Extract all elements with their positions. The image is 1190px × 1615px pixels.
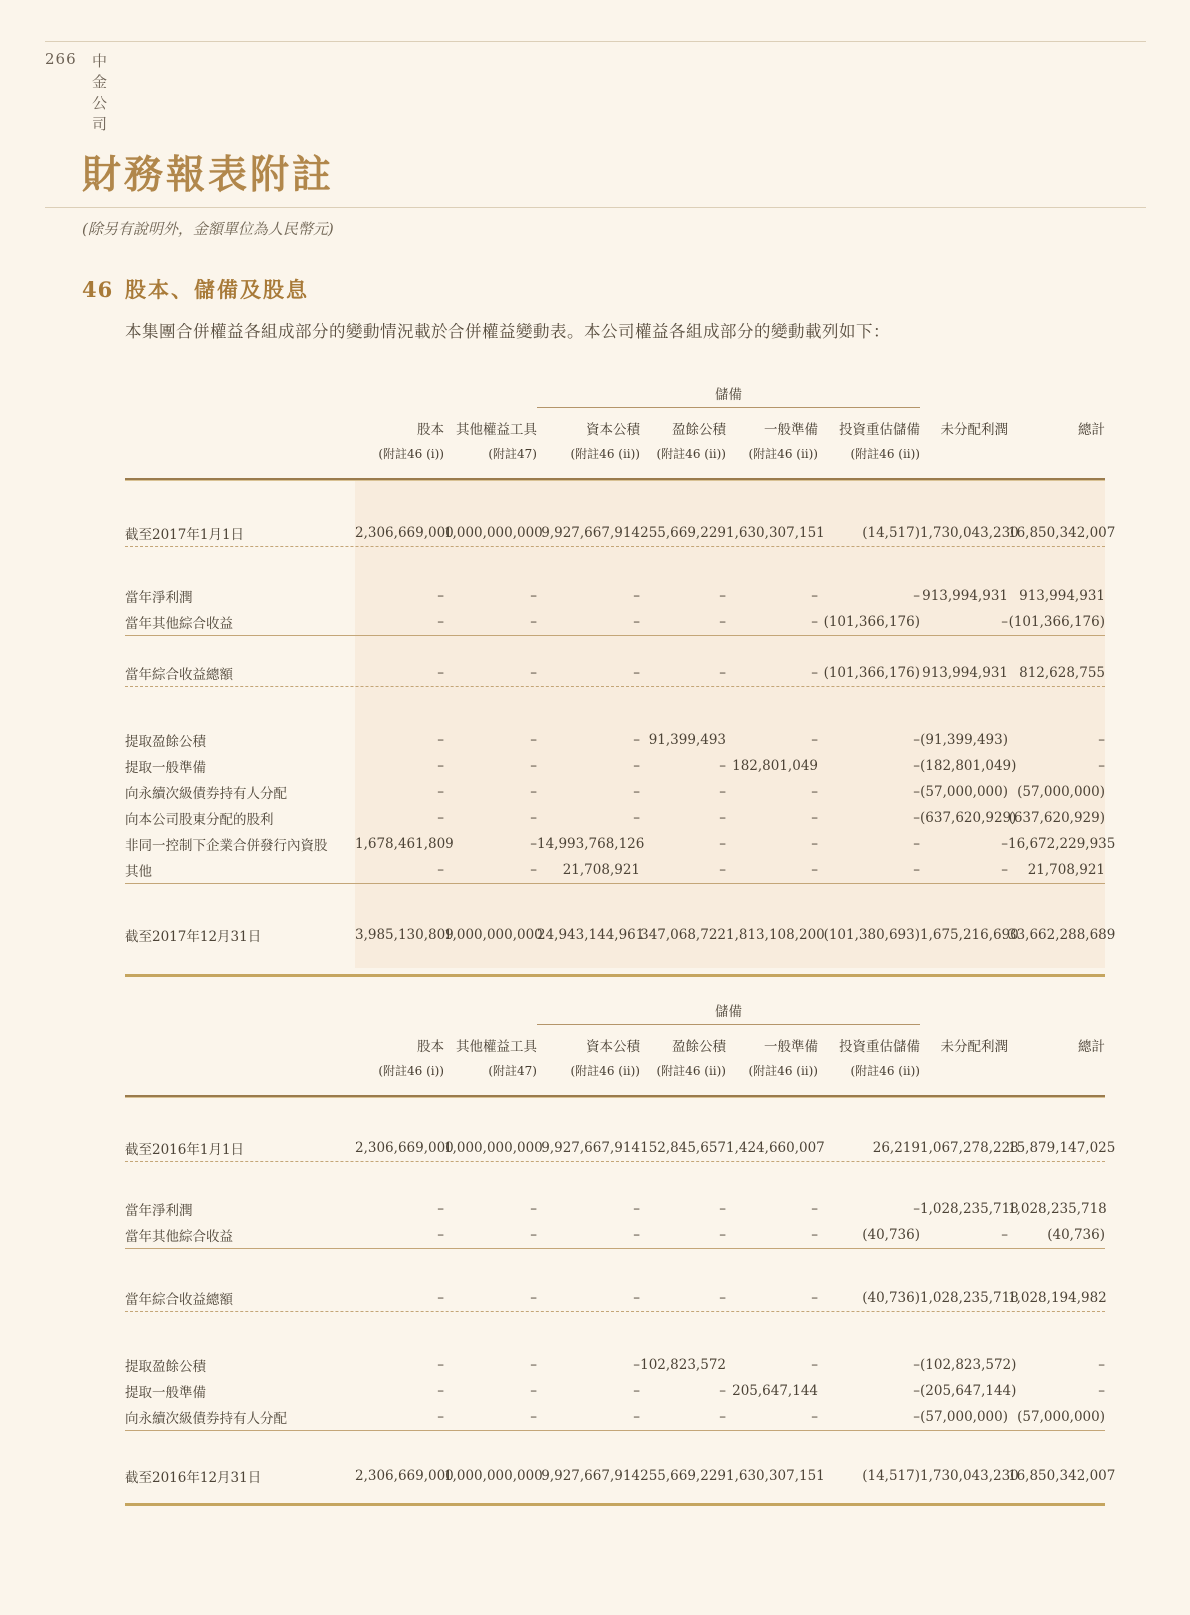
table-cell: – (913, 784, 920, 800)
table-cell: – (1001, 862, 1008, 878)
table-cell: 16,672,229,935 (1008, 836, 1116, 852)
table-cell: – (913, 758, 920, 774)
table-cell: – (1001, 836, 1008, 852)
table-cell: – (633, 732, 640, 748)
table-cell: 1,630,307,151 (726, 1468, 825, 1484)
reserves-group-row (125, 1001, 1105, 1025)
column-note-row (125, 1057, 1105, 1083)
column-name: 投資重估儲備 (839, 1039, 920, 1055)
column-header-row (125, 1033, 1105, 1057)
table-cell: – (633, 1290, 640, 1306)
table-cell: 14,993,768,126 (537, 836, 645, 852)
table-row (125, 1404, 1105, 1431)
table-row (125, 831, 1116, 857)
table-cell: 33,662,288,689 (1008, 927, 1116, 943)
column-note-row (125, 440, 1105, 466)
table-cell: 205,647,144 (732, 1383, 818, 1399)
reserves-group-label: 儲備 (537, 383, 920, 408)
table-cell: – (719, 836, 726, 852)
table-cell: – (633, 1357, 640, 1373)
column-note: (附註46 (ii)) (850, 1063, 920, 1078)
table-cell: – (530, 588, 537, 604)
row-label: 當年淨利潤 (125, 590, 193, 606)
column-name: 未分配利潤 (940, 422, 1008, 438)
table-cell: – (633, 1227, 640, 1243)
page-title: 財務報表附註 (82, 152, 335, 198)
column-note: (附註47) (488, 1063, 537, 1078)
table-cell: – (530, 810, 537, 826)
column-name: 其他權益工具 (456, 422, 537, 438)
table-cell: 1,000,000,000 (444, 1468, 543, 1484)
table-cell: 1,630,307,151 (726, 525, 825, 541)
table-cell: – (633, 784, 640, 800)
column-note: (附註46 (ii)) (656, 1063, 726, 1078)
table-row (125, 1378, 1105, 1404)
table-cell: (57,000,000) (920, 1409, 1008, 1425)
table-cell: 1,000,000,000 (444, 1140, 543, 1156)
table-row (125, 609, 1105, 636)
column-name: 未分配利潤 (940, 1039, 1008, 1055)
table-cell: – (1098, 732, 1105, 748)
table-cell: – (633, 614, 640, 630)
table-row (125, 805, 1105, 831)
section-number: 46 (82, 277, 114, 302)
row-label: 截至2017年12月31日 (125, 929, 262, 945)
table-cell: – (530, 1201, 537, 1217)
table-cell: – (811, 614, 818, 630)
table-cell: (637,620,929) (1008, 810, 1105, 826)
table-cell: – (633, 665, 640, 681)
table-cell: 1,067,278,228 (920, 1140, 1019, 1156)
column-note: (附註46 (ii)) (850, 446, 920, 461)
table-cell: 1,424,660,007 (726, 1140, 825, 1156)
table-cell: – (1001, 614, 1008, 630)
column-name: 投資重估儲備 (839, 422, 920, 438)
table-cell: 913,994,931 (922, 588, 1008, 604)
table-row (125, 753, 1105, 779)
table-cell: – (437, 614, 444, 630)
table-cell: 3,985,130,809 (355, 927, 454, 943)
equity-table-2017 (125, 384, 1116, 977)
table-cell: – (719, 1290, 726, 1306)
table-row (125, 779, 1105, 805)
table-cell: – (530, 1409, 537, 1425)
table-cell: – (913, 1383, 920, 1399)
table-cell: 102,823,572 (640, 1357, 726, 1373)
table-cell: 182,801,049 (732, 758, 818, 774)
table-row (125, 857, 1105, 884)
table-cell: (14,517) (862, 525, 920, 541)
table-cell: – (811, 1409, 818, 1425)
row-label: 截至2017年1月1日 (125, 527, 245, 543)
table-cell: – (913, 1409, 920, 1425)
table-cell: – (811, 732, 818, 748)
table-cell: – (1001, 1227, 1008, 1243)
row-label: 向永續次級債券持有人分配 (125, 1411, 287, 1427)
table-cell: 2,306,669,000 (355, 1140, 454, 1156)
table-bottom-rule (125, 1503, 1105, 1506)
table-cell: – (811, 1290, 818, 1306)
row-label: 截至2016年1月1日 (125, 1142, 245, 1158)
table-cell: 24,943,144,961 (537, 927, 645, 943)
table-cell: – (437, 1357, 444, 1373)
reserves-group-row (125, 384, 1105, 408)
table-row (125, 660, 1105, 687)
table-cell: – (437, 732, 444, 748)
row-label: 提取盈餘公積 (125, 1359, 206, 1375)
column-note: (附註46 (ii)) (656, 446, 726, 461)
row-label: 當年淨利潤 (125, 1203, 193, 1219)
column-name: 一般準備 (764, 422, 818, 438)
table-cell: 1,675,216,690 (920, 927, 1019, 943)
table-cell: – (633, 1383, 640, 1399)
table-cell: – (437, 1201, 444, 1217)
table-cell: – (530, 862, 537, 878)
table-cell: – (719, 1383, 726, 1399)
table-cell: – (811, 588, 818, 604)
table-cell: – (913, 1201, 920, 1217)
table-cell: – (633, 810, 640, 826)
column-name: 資本公積 (586, 422, 640, 438)
table-cell: 255,669,229 (640, 1468, 726, 1484)
table-cell: (182,801,049) (920, 758, 1017, 774)
table-cell: (57,000,000) (1017, 1409, 1105, 1425)
row-label: 提取一般準備 (125, 760, 206, 776)
table-cell: – (530, 732, 537, 748)
table-row (125, 727, 1105, 753)
row-label: 提取一般準備 (125, 1385, 206, 1401)
table-cell: (40,736) (862, 1227, 920, 1243)
table-cell: – (811, 1201, 818, 1217)
table-row (125, 1196, 1105, 1222)
table-cell: 21,708,921 (562, 862, 640, 878)
intro-paragraph: 本集團合併權益各組成部分的變動情況載於合併權益變動表。本公司權益各組成部分的變動載列如下： (125, 322, 890, 341)
table-cell: – (530, 1383, 537, 1399)
table-cell: – (913, 810, 920, 826)
table-cell: 9,927,667,914 (541, 525, 640, 541)
table-cell: – (530, 836, 537, 852)
table-cell: – (437, 1383, 444, 1399)
section-heading (82, 274, 309, 304)
table-cell: 913,994,931 (922, 665, 1008, 681)
table-cell: 1,730,043,230 (920, 525, 1019, 541)
row-label: 截至2016年12月31日 (125, 1470, 262, 1486)
table-cell: – (719, 1227, 726, 1243)
table-cell: (57,000,000) (1017, 784, 1105, 800)
reserves-group-label: 儲備 (537, 1000, 920, 1025)
table-cell: – (1098, 758, 1105, 774)
column-name: 總計 (1078, 1039, 1105, 1055)
table-cell: – (811, 810, 818, 826)
column-name: 資本公積 (586, 1039, 640, 1055)
column-note: (附註46 (i)) (378, 446, 444, 461)
table-cell: – (530, 665, 537, 681)
table-cell: – (437, 1227, 444, 1243)
table-cell: – (437, 862, 444, 878)
table-cell: 1,028,235,718 (920, 1201, 1019, 1217)
table-cell: – (811, 665, 818, 681)
table-cell: 9,927,667,914 (541, 1140, 640, 1156)
table-cell: – (913, 588, 920, 604)
table-cell: (57,000,000) (920, 784, 1008, 800)
row-label: 其他 (125, 864, 152, 880)
table-cell: – (633, 758, 640, 774)
table-cell: (637,620,929) (920, 810, 1017, 826)
table-cell: 347,068,722 (640, 927, 726, 943)
table-cell: – (811, 1227, 818, 1243)
table-cell: (101,380,693) (823, 927, 920, 943)
table-cell: 21,708,921 (1027, 862, 1105, 878)
table-cell: – (437, 588, 444, 604)
table-cell: 1,813,108,200 (726, 927, 825, 943)
table-cell: – (633, 1409, 640, 1425)
table-row (125, 922, 1116, 948)
table-cell: – (811, 784, 818, 800)
table-cell: – (633, 588, 640, 604)
table-cell: – (530, 1357, 537, 1373)
table-cell: – (437, 758, 444, 774)
table-cell: – (437, 1290, 444, 1306)
column-note: (附註46 (ii)) (570, 1063, 640, 1078)
table-cell: 812,628,755 (1019, 665, 1105, 681)
table-cell: 1,028,194,982 (1008, 1290, 1107, 1306)
table-cell: (102,823,572) (920, 1357, 1017, 1373)
table-cell: – (530, 758, 537, 774)
table-cell: (40,736) (1047, 1227, 1105, 1243)
column-name: 其他權益工具 (456, 1039, 537, 1055)
table-row (125, 583, 1105, 609)
table-cell: (101,366,176) (823, 665, 920, 681)
column-name: 股本 (417, 1039, 444, 1055)
table-cell: 16,850,342,007 (1008, 525, 1116, 541)
table-cell: – (1098, 1383, 1105, 1399)
table-cell: – (1098, 1357, 1105, 1373)
table-cell: – (913, 836, 920, 852)
table-cell: 152,845,657 (640, 1140, 726, 1156)
table-cell: (91,399,493) (920, 732, 1008, 748)
table-cell: – (719, 810, 726, 826)
table-cell: (205,647,144) (920, 1383, 1017, 1399)
row-label: 當年其他綜合收益 (125, 616, 233, 632)
table-cell: – (633, 1201, 640, 1217)
row-label: 當年綜合收益總額 (125, 667, 233, 683)
table-header-rule (125, 1095, 1105, 1097)
table-cell: – (719, 1409, 726, 1425)
table-cell: 2,306,669,000 (355, 525, 454, 541)
table-cell: – (811, 862, 818, 878)
table-cell: 2,306,669,000 (355, 1468, 454, 1484)
table-cell: – (719, 758, 726, 774)
column-note: (附註46 (i)) (378, 1063, 444, 1078)
table-cell: – (811, 836, 818, 852)
table-cell: – (437, 1409, 444, 1425)
column-name: 股本 (417, 422, 444, 438)
table-cell: 1,678,461,809 (355, 836, 454, 852)
table-cell: – (719, 588, 726, 604)
title-rule (45, 207, 1146, 208)
column-name: 盈餘公積 (672, 422, 726, 438)
table-cell: 9,927,667,914 (541, 1468, 640, 1484)
table-cell: 1,000,000,000 (444, 927, 543, 943)
table-cell: 91,399,493 (648, 732, 726, 748)
page-number: 266 (45, 50, 77, 68)
column-note: (附註46 (ii)) (570, 446, 640, 461)
table-row (125, 1352, 1105, 1378)
table-cell: – (719, 665, 726, 681)
table-cell: 1,000,000,000 (444, 525, 543, 541)
table-cell: – (530, 1290, 537, 1306)
table-cell: – (530, 1227, 537, 1243)
table-cell: (101,366,176) (823, 614, 920, 630)
row-label: 向永續次級債券持有人分配 (125, 786, 287, 802)
row-label: 提取盈餘公積 (125, 734, 206, 750)
table-cell: – (530, 614, 537, 630)
table-cell: – (437, 665, 444, 681)
table-cell: 1,730,043,230 (920, 1468, 1019, 1484)
table-row (125, 1463, 1116, 1489)
table-cell: – (437, 810, 444, 826)
table-cell: – (719, 1201, 726, 1217)
table-row (125, 520, 1116, 547)
row-label: 當年綜合收益總額 (125, 1292, 233, 1308)
column-name: 總計 (1078, 422, 1105, 438)
table-cell: 255,669,229 (640, 525, 726, 541)
table-cell: – (719, 862, 726, 878)
equity-table-2016 (125, 1001, 1116, 1506)
column-header-row (125, 416, 1105, 440)
table-cell: 1,028,235,718 (920, 1290, 1019, 1306)
table-cell: 16,850,342,007 (1008, 1468, 1116, 1484)
currency-unit-note: (除另有說明外，金額單位為人民幣元) (82, 220, 334, 238)
table-cell: (14,517) (862, 1468, 920, 1484)
company-name: 中金公司 (92, 52, 115, 133)
table-cell: – (719, 614, 726, 630)
table-cell: – (530, 784, 537, 800)
table-cell: 1,028,235,718 (1008, 1201, 1107, 1217)
column-note: (附註46 (ii)) (748, 446, 818, 461)
table-cell: (40,736) (862, 1290, 920, 1306)
row-label: 當年其他綜合收益 (125, 1229, 233, 1245)
table-cell: – (913, 732, 920, 748)
column-name: 一般準備 (764, 1039, 818, 1055)
table-cell: – (719, 784, 726, 800)
table-row (125, 1135, 1116, 1162)
row-label: 非同一控制下企業合併發行內資股 (125, 838, 328, 854)
section-title: 股本、儲備及股息 (125, 277, 309, 302)
table-cell: – (811, 1357, 818, 1373)
table-cell: 913,994,931 (1019, 588, 1105, 604)
table-cell: – (437, 784, 444, 800)
table-cell: (101,366,176) (1008, 614, 1105, 630)
top-rule (45, 41, 1146, 42)
table-cell: – (913, 862, 920, 878)
table-cell: – (913, 1357, 920, 1373)
row-label: 向本公司股東分配的股利 (125, 812, 274, 828)
table-header-rule (125, 478, 1105, 480)
column-name: 盈餘公積 (672, 1039, 726, 1055)
column-note: (附註47) (488, 446, 537, 461)
column-note: (附註46 (ii)) (748, 1063, 818, 1078)
table-cell: 26,219 (872, 1140, 920, 1156)
table-row (125, 1285, 1105, 1312)
table-cell: 15,879,147,025 (1008, 1140, 1116, 1156)
table-row (125, 1222, 1105, 1249)
table-bottom-rule (125, 974, 1105, 977)
